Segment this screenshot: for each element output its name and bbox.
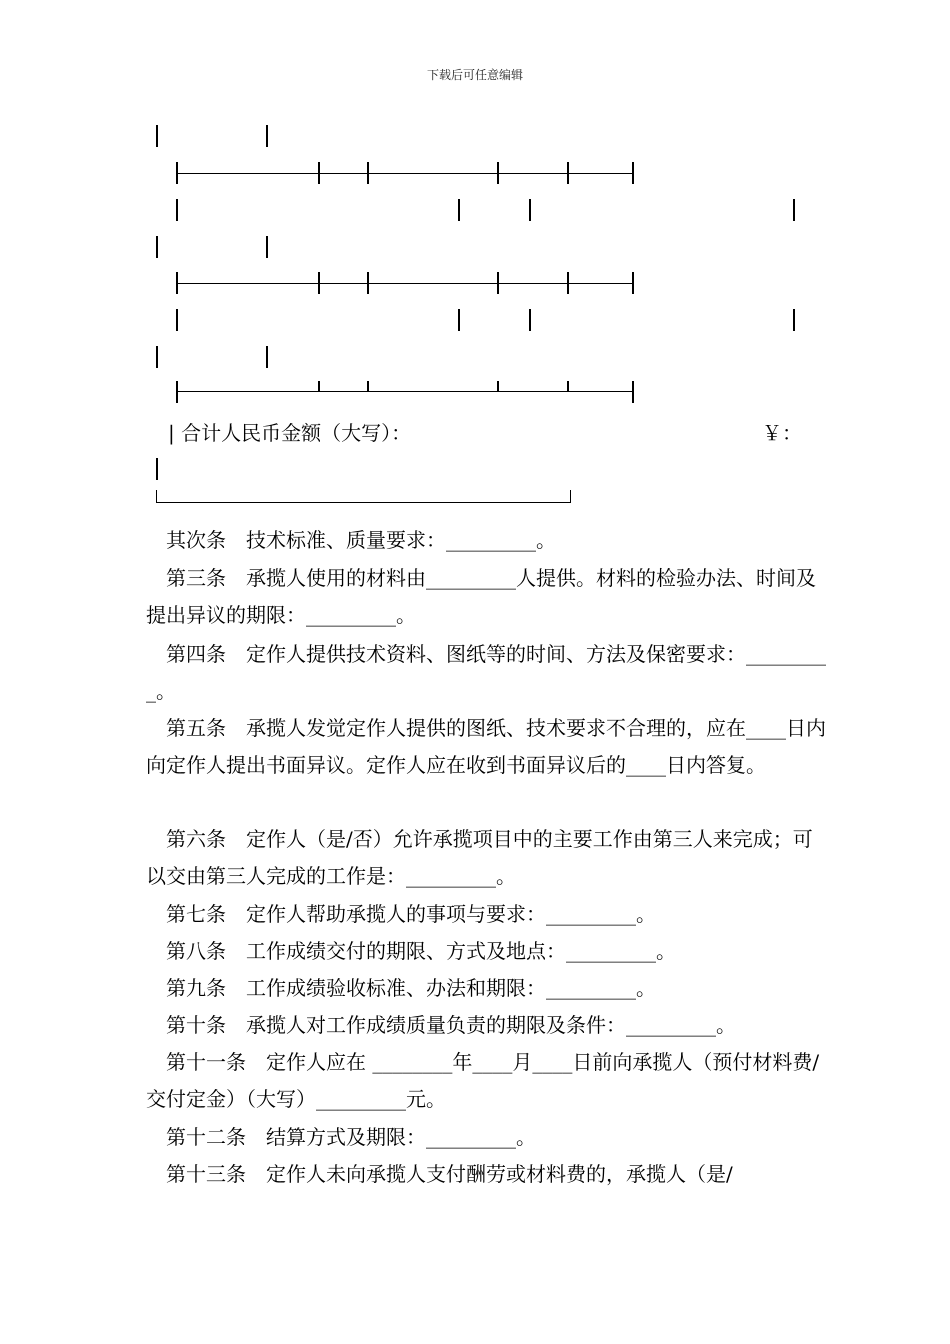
clause-8: 第八条 工作成绩交付的期限、方式及地点：_________。 — [166, 939, 676, 963]
yen-label: ￥： — [762, 421, 802, 445]
table-vline — [793, 199, 795, 221]
table-vline — [497, 272, 499, 294]
table-vline — [567, 381, 569, 392]
total-amount-label: | 合计人民币金额（大写）： — [168, 421, 412, 445]
table-vline — [567, 272, 569, 294]
table-hline — [156, 502, 571, 503]
table-vline — [156, 346, 158, 368]
table-vline — [497, 162, 499, 184]
clause-4: 第四条 定作人提供技术资料、图纸等的时间、方法及保密要求：_________。 — [146, 642, 826, 703]
table-vline — [156, 458, 158, 480]
clause-11: 第十一条 定作人应在 ________年____月____日前向承揽人（预付材料费/交付定金）（大写）_________元。 — [146, 1050, 820, 1111]
table-grid — [0, 0, 950, 520]
table-vline — [632, 381, 634, 403]
table-vline — [529, 199, 531, 221]
table-vline — [156, 236, 158, 258]
table-vline — [318, 272, 320, 294]
table-vline — [318, 381, 320, 392]
clause-3: 第三条 承揽人使用的材料由_________人提供。材料的检验办法、时间及提出异议的期限：_________。 — [146, 566, 816, 627]
table-vline — [529, 309, 531, 331]
table-vline — [266, 346, 268, 368]
clause-7: 第七条 定作人帮助承揽人的事项与要求：_________。 — [166, 902, 656, 926]
clause-13: 第十三条 定作人未向承揽人支付酬劳或材料费的，承揽人（是/ — [166, 1162, 733, 1186]
clause-9: 第九条 工作成绩验收标准、办法和期限：_________。 — [166, 976, 656, 1000]
table-vline — [367, 272, 369, 294]
table-vline — [318, 162, 320, 184]
table-vline — [176, 162, 178, 184]
table-vline — [266, 236, 268, 258]
table-vline — [176, 309, 178, 331]
table-hline — [176, 173, 632, 174]
clause-10: 第十条 承揽人对工作成绩质量负责的期限及条件：_________。 — [166, 1013, 736, 1037]
table-vline — [570, 490, 571, 502]
table-vline — [176, 272, 178, 294]
table-vline — [567, 162, 569, 184]
table-vline — [266, 125, 268, 147]
table-vline — [497, 381, 499, 392]
clause-12: 第十二条 结算方式及期限：_________。 — [166, 1125, 536, 1149]
table-vline — [176, 381, 178, 403]
table-vline — [156, 490, 157, 502]
table-hline — [176, 283, 632, 284]
clause-2: 其次条 技术标准、质量要求：_________。 — [166, 528, 556, 552]
clause-6: 第六条 定作人（是/否）允许承揽项目中的主要工作由第三人来完成；可以交由第三人完成的工作是：_________。 — [146, 827, 813, 888]
table-vline — [156, 125, 158, 147]
table-vline — [367, 162, 369, 184]
table-vline — [632, 162, 634, 184]
table-vline — [176, 199, 178, 221]
clause-5: 第五条 承揽人发觉定作人提供的图纸、技术要求不合理的，应在____日内向定作人提出书面异议。定作人应在收到书面异议后的____日内答复。 — [146, 716, 826, 777]
table-hline — [176, 391, 632, 392]
table-vline — [632, 272, 634, 294]
table-vline — [367, 381, 369, 392]
table-vline — [458, 309, 460, 331]
table-vline — [793, 309, 795, 331]
page-header: 下载后可任意编辑 — [426, 68, 523, 82]
table-vline — [458, 199, 460, 221]
